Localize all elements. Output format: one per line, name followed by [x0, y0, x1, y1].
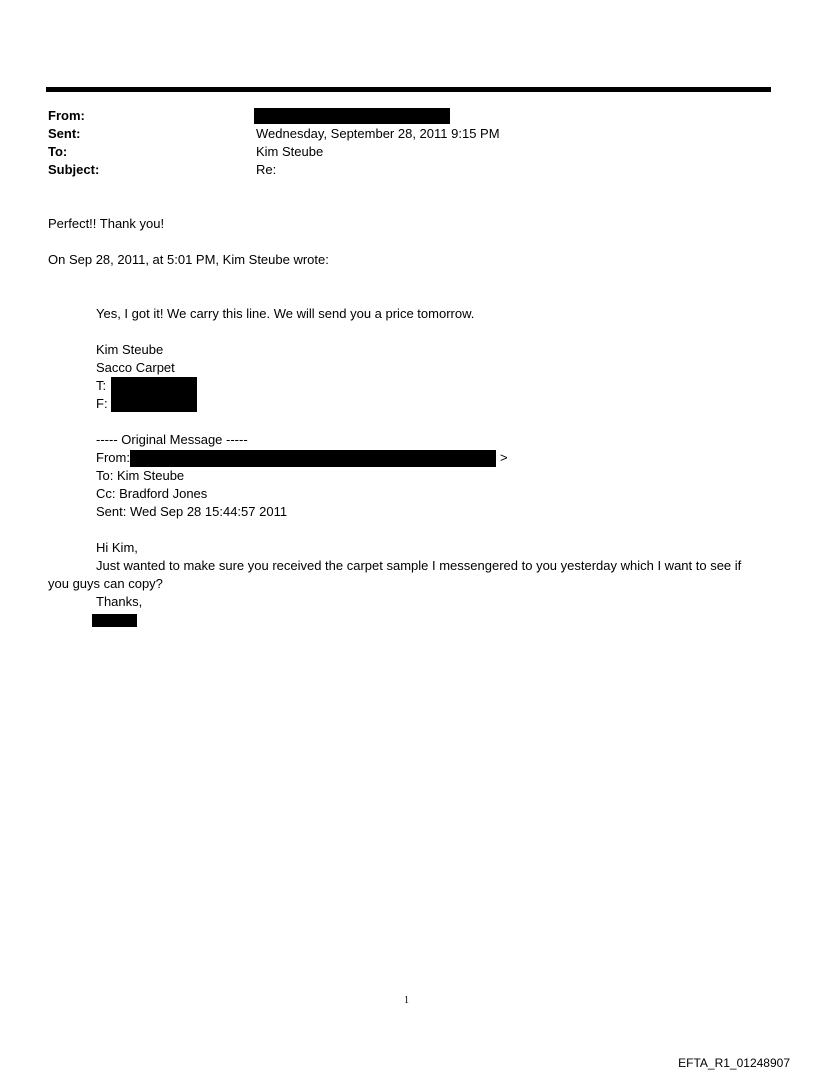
original-cc-line: Cc: Bradford Jones: [96, 486, 208, 501]
original-greeting: Hi Kim,: [96, 540, 138, 555]
subject-value: Re:: [256, 162, 277, 177]
original-closing: Thanks,: [96, 594, 143, 609]
original-message-separator: ----- Original Message -----: [96, 432, 248, 447]
redacted-fax: [111, 394, 197, 412]
header-rule: [46, 87, 771, 92]
signature-company: Sacco Carpet: [96, 360, 175, 375]
to-label: To:: [48, 144, 68, 159]
sent-value: Wednesday, September 28, 2011 9:15 PM: [256, 126, 500, 141]
sent-label: Sent:: [48, 126, 81, 141]
from-label: From:: [48, 108, 85, 123]
original-body-line2: you guys can copy?: [48, 576, 163, 591]
redacted-sender-name: [92, 614, 137, 627]
signature-t-label: T:: [96, 378, 107, 393]
document-id: EFTA_R1_01248907: [678, 1056, 790, 1070]
reply-text: Perfect!! Thank you!: [48, 216, 165, 231]
page-number: 1: [404, 995, 409, 1006]
original-to-line: To: Kim Steube: [96, 468, 185, 483]
redacted-original-from: [130, 450, 496, 467]
quoted-message: Yes, I got it! We carry this line. We will send you a price tomorrow.: [96, 306, 475, 321]
signature-name: Kim Steube: [96, 342, 164, 357]
original-from-suffix: >: [500, 450, 508, 465]
quote-intro: On Sep 28, 2011, at 5:01 PM, Kim Steube wrote:: [48, 252, 329, 267]
subject-label: Subject:: [48, 162, 100, 177]
signature-f-label: F:: [96, 396, 108, 411]
to-value: Kim Steube: [256, 144, 324, 159]
original-sent-line: Sent: Wed Sep 28 15:44:57 2011: [96, 504, 288, 519]
original-from-label: From:: [96, 450, 130, 465]
redacted-phone: [111, 377, 197, 395]
redacted-from-address: [254, 108, 450, 124]
original-body-line1: Just wanted to make sure you received the carpet sample I messengered to you yesterday which I want to see if: [96, 558, 742, 573]
